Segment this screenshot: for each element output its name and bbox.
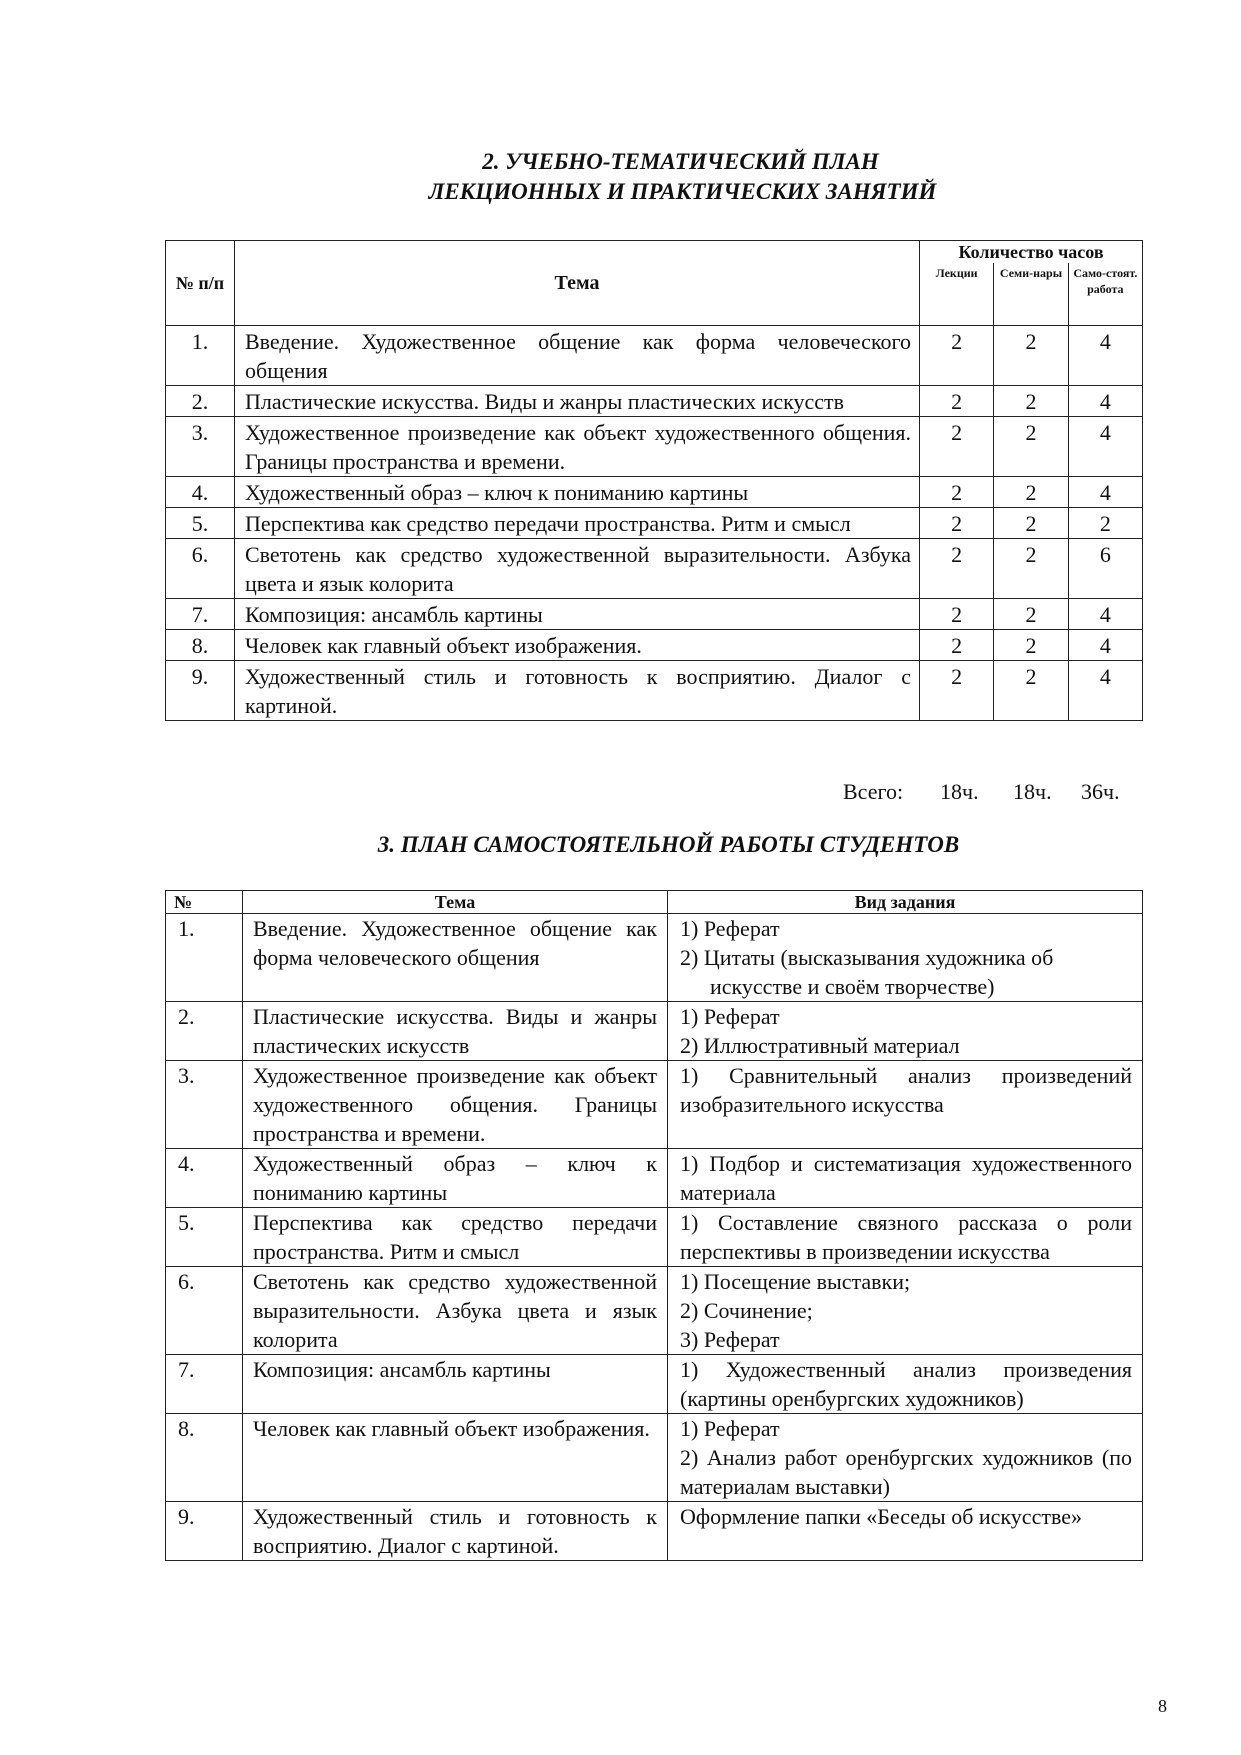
task-item: 1) Подбор и систематизация художественного материала [680, 1151, 1132, 1205]
row-num: 9. [166, 1502, 243, 1561]
row-num: 4. [166, 1149, 243, 1208]
table-row [166, 661, 1143, 721]
self-work-table-body [166, 914, 1143, 1561]
table-row [166, 1149, 1143, 1208]
row-seminars: 2 [994, 661, 1068, 721]
header-num: № [166, 891, 243, 914]
task-item: 3) Реферат [680, 1327, 780, 1352]
row-num: 5. [166, 1208, 243, 1267]
row-topic: Человек как главный объект изображения. [235, 630, 920, 661]
row-num: 3. [166, 417, 235, 477]
row-num: 6. [166, 1267, 243, 1355]
row-topic: Пластические искусства. Виды и жанры пластических искусств [243, 1002, 668, 1061]
row-self-work: 4 [1068, 661, 1142, 721]
row-topic: Художественное произведение как объект художественного общения. Границы пространства и времени. [235, 417, 920, 477]
row-topic: Художественный образ – ключ к пониманию картины [243, 1149, 668, 1208]
table-row [166, 1208, 1143, 1267]
header-task: Вид задания [668, 891, 1143, 914]
row-seminars: 2 [994, 508, 1068, 539]
task-item: 2) Сочинение; [680, 1298, 813, 1323]
row-topic: Художественный стиль и готовность к восприятию. Диалог с картиной. [243, 1502, 668, 1561]
task-item: 1) Художественный анализ произведения (картины оренбургских художников) [680, 1357, 1132, 1411]
row-lectures: 2 [920, 661, 994, 721]
row-num: 1. [166, 326, 235, 386]
row-tasks [668, 1208, 1143, 1267]
row-self-work: 4 [1068, 386, 1142, 417]
header-seminars: Семи-нары [994, 263, 1068, 326]
row-seminars: 2 [994, 599, 1068, 630]
row-topic: Светотень как средство художественной выразительности. Азбука цвета и язык колорита [235, 539, 920, 599]
row-num: 6. [166, 539, 235, 599]
task-item: 1) Посещение выставки; [680, 1269, 911, 1294]
row-self-work: 4 [1068, 326, 1142, 386]
row-topic: Введение. Художественное общение как форма человеческого общения [243, 914, 668, 1002]
task-item: 1) Составление связного рассказа о роли перспективы в произведении искусства [680, 1210, 1132, 1264]
task-item: 1) Сравнительный анализ произведений изобразительного искусства [680, 1063, 1132, 1117]
header-lectures: Лекции [920, 263, 994, 326]
row-topic: Художественный стиль и готовность к восприятию. Диалог с картиной. [235, 661, 920, 721]
row-topic: Пластические искусства. Виды и жанры пластических искусств [235, 386, 920, 417]
row-tasks [668, 1002, 1143, 1061]
row-self-work: 2 [1068, 508, 1142, 539]
row-num: 1. [166, 914, 243, 1002]
table-row [166, 1355, 1143, 1414]
row-tasks [668, 1267, 1143, 1355]
row-lectures: 2 [920, 630, 994, 661]
task-item: 2) Иллюстративный материал [680, 1033, 960, 1058]
table-row [166, 1502, 1143, 1561]
row-lectures: 2 [920, 326, 994, 386]
row-tasks [668, 1061, 1143, 1149]
section3-heading: 3. ПЛАН САМОСТОЯТЕЛЬНОЙ РАБОТЫ СТУДЕНТОВ [377, 832, 960, 857]
row-self-work: 4 [1068, 630, 1142, 661]
task-item: 1) Реферат [680, 1416, 780, 1441]
table-row [166, 914, 1143, 1002]
row-topic: Перспектива как средство передачи пространства. Ритм и смысл [235, 508, 920, 539]
page-number: 8 [1158, 1696, 1167, 1716]
row-seminars: 2 [994, 386, 1068, 417]
table-row [166, 386, 1143, 417]
table-row [166, 417, 1143, 477]
table-row [166, 1414, 1143, 1502]
curriculum-table [165, 240, 1143, 721]
table-row [166, 1267, 1143, 1355]
row-num: 4. [166, 477, 235, 508]
row-self-work: 4 [1068, 417, 1142, 477]
section2-heading-line2: ЛЕКЦИОННЫХ И ПРАКТИЧЕСКИХ ЗАНЯТИЙ [428, 179, 937, 204]
table-row [166, 630, 1143, 661]
task-item: 1) Реферат [680, 1004, 780, 1029]
row-tasks [668, 1502, 1143, 1561]
row-lectures: 2 [920, 386, 994, 417]
table-row [166, 599, 1143, 630]
table-row [166, 508, 1143, 539]
table-row [166, 539, 1143, 599]
curriculum-table-body [166, 326, 1143, 721]
row-lectures: 2 [920, 599, 994, 630]
row-topic: Художественный образ – ключ к пониманию картины [235, 477, 920, 508]
row-self-work: 4 [1068, 599, 1142, 630]
task-item: 1) Реферат [680, 916, 780, 941]
row-num: 2. [166, 386, 235, 417]
row-seminars: 2 [994, 630, 1068, 661]
row-num: 7. [166, 1355, 243, 1414]
row-seminars: 2 [994, 477, 1068, 508]
row-topic: Человек как главный объект изображения. [243, 1414, 668, 1502]
row-tasks [668, 1149, 1143, 1208]
row-num: 2. [166, 1002, 243, 1061]
row-tasks [668, 914, 1143, 1002]
table-row [166, 1061, 1143, 1149]
row-topic: Светотень как средство художественной выразительности. Азбука цвета и язык колорита [243, 1267, 668, 1355]
row-tasks [668, 1414, 1143, 1502]
row-seminars: 2 [994, 539, 1068, 599]
row-topic: Композиция: ансамбль картины [243, 1355, 668, 1414]
row-num: 5. [166, 508, 235, 539]
row-topic: Перспектива как средство передачи пространства. Ритм и смысл [243, 1208, 668, 1267]
row-topic: Художественное произведение как объект художественного общения. Границы пространства и времени. [243, 1061, 668, 1149]
totals-lectures: 18ч. [940, 779, 979, 804]
row-seminars: 2 [994, 417, 1068, 477]
header-self-work: Само-стоят. работа [1068, 263, 1142, 326]
section2-heading-line1: 2. УЧЕБНО-ТЕМАТИЧЕСКИЙ ПЛАН [482, 149, 879, 174]
task-item: искусстве и своём творчестве) [710, 974, 995, 999]
task-item: Оформление папки «Беседы об искусстве» [680, 1504, 1082, 1529]
row-lectures: 2 [920, 417, 994, 477]
row-lectures: 2 [920, 508, 994, 539]
row-lectures: 2 [920, 539, 994, 599]
table-row [166, 477, 1143, 508]
header-topic: Тема [243, 891, 668, 914]
table-row [166, 1002, 1143, 1061]
row-self-work: 6 [1068, 539, 1142, 599]
task-item: 2) Анализ работ оренбургских художников (по материалам выставки) [680, 1445, 1132, 1499]
row-num: 3. [166, 1061, 243, 1149]
self-work-table [165, 890, 1143, 1561]
totals-self-work: 36ч. [1081, 779, 1120, 804]
row-seminars: 2 [994, 326, 1068, 386]
totals-label: Всего: [843, 779, 904, 804]
row-num: 8. [166, 1414, 243, 1502]
row-num: 8. [166, 630, 235, 661]
header-hours: Количество часов [920, 241, 1143, 264]
row-num: 9. [166, 661, 235, 721]
row-topic: Введение. Художественное общение как форма человеческого общения [235, 326, 920, 386]
row-topic: Композиция: ансамбль картины [235, 599, 920, 630]
totals-seminars: 18ч. [1013, 779, 1052, 804]
row-num: 7. [166, 599, 235, 630]
header-num: № п/п [166, 241, 235, 326]
row-lectures: 2 [920, 477, 994, 508]
table-row [166, 326, 1143, 386]
row-tasks [668, 1355, 1143, 1414]
task-item: 2) Цитаты (высказывания художника об [680, 945, 1054, 970]
header-topic: Тема [235, 241, 920, 326]
row-self-work: 4 [1068, 477, 1142, 508]
